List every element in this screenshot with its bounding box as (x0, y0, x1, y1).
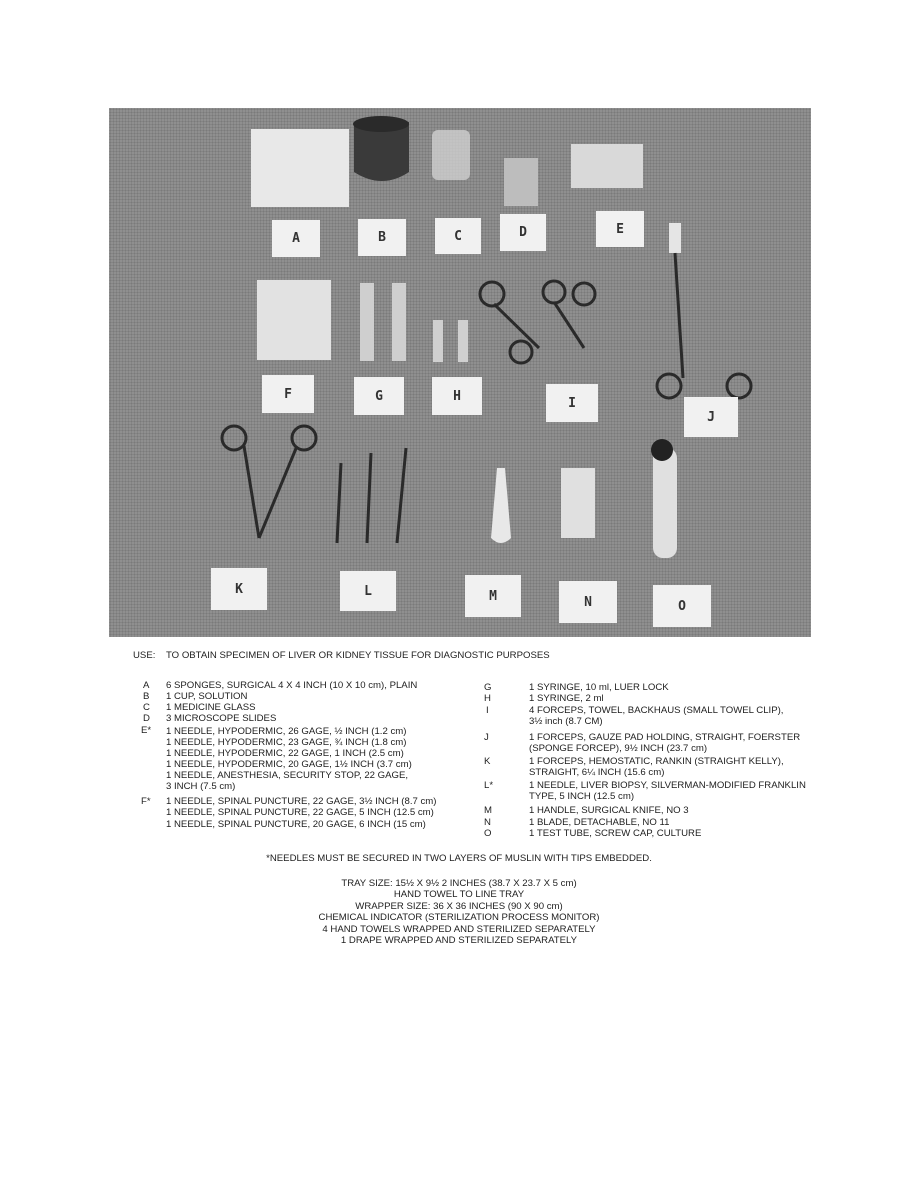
item-desc-k-line2: STRAIGHT, 6¼ INCH (15.6 cm) (529, 767, 665, 778)
photo-label-n: N (559, 581, 617, 623)
item-desc-b: 1 CUP, SOLUTION (166, 691, 248, 702)
tray-note: CHEMICAL INDICATOR (STERILIZATION PROCESS MONITOR) (318, 912, 600, 923)
item-desc-j-line1: 1 FORCEPS, GAUZE PAD HOLDING, STRAIGHT, FOERSTER (529, 732, 801, 743)
photo-label-b: B (358, 219, 406, 256)
test-tube-image (653, 448, 677, 558)
tray-note: TRAY SIZE: 15½ X 9½ 2 INCHES (38.7 X 23.7 X 5 cm) (341, 878, 577, 889)
kelly-forceps-image (222, 426, 316, 538)
item-letter-l: L* (484, 780, 494, 791)
syringe-2ml-image (433, 320, 443, 362)
photo-label-i: I (546, 384, 598, 422)
tray-note: 4 HAND TOWELS WRAPPED AND STERILIZED SEPARATELY (322, 924, 596, 935)
item-letter-k: K (484, 756, 491, 767)
item-letter-c: C (143, 702, 150, 713)
photo-label-h: H (432, 377, 482, 415)
sponge-forcep-image (657, 223, 751, 398)
item-letter-e: E* (141, 725, 152, 736)
sponges-image (251, 129, 349, 207)
item-desc-n: 1 BLADE, DETACHABLE, NO 11 (529, 817, 670, 828)
slides-image (504, 158, 538, 206)
item-letter-f: F* (141, 796, 151, 807)
item-desc-c: 1 MEDICINE GLASS (166, 702, 256, 713)
item-desc-g: 1 SYRINGE, 10 ml, LUER LOCK (529, 682, 669, 693)
item-letter-j: J (484, 732, 489, 743)
item-desc-i-line2: 3½ inch (8.7 CM) (529, 716, 603, 727)
item-desc-o: 1 TEST TUBE, SCREW CAP, CULTURE (529, 828, 702, 839)
photo-label-c: C (435, 218, 481, 254)
item-desc-f-line3: 1 NEEDLE, SPINAL PUNCTURE, 20 GAGE, 6 INCH (15 cm) (166, 819, 426, 830)
item-letter-m: M (484, 805, 492, 816)
blade-image (561, 468, 595, 538)
biopsy-needle-image (337, 448, 406, 543)
item-letter-a: A (143, 680, 150, 691)
photo-label-l: L (340, 571, 396, 611)
item-letter-i: I (486, 705, 489, 716)
item-desc-d: 3 MICROSCOPE SLIDES (166, 713, 277, 724)
item-desc-i-line1: 4 FORCEPS, TOWEL, BACKHAUS (SMALL TOWEL CLIP), (529, 705, 784, 716)
item-desc-a: 6 SPONGES, SURGICAL 4 X 4 INCH (10 X 10 cm), PLAIN (166, 680, 418, 691)
photo-label-f: F (262, 375, 314, 413)
item-desc-j-line2: (SPONGE FORCEP), 9½ INCH (23.7 cm) (529, 743, 708, 754)
item-letter-n: N (484, 817, 491, 828)
tray-note: 1 DRAPE WRAPPED AND STERILIZED SEPARATELY (340, 935, 578, 946)
item-letter-g: G (484, 682, 492, 693)
item-desc-m: 1 HANDLE, SURGICAL KNIFE, NO 3 (529, 805, 689, 816)
item-desc-f-line2: 1 NEEDLE, SPINAL PUNCTURE, 22 GAGE, 5 INCH (12.5 cm) (166, 807, 434, 818)
syringe-10ml-image (360, 283, 374, 361)
hypodermic-needles-image (571, 144, 643, 188)
item-desc-e-line2: 1 NEEDLE, HYPODERMIC, 23 GAGE, ¾ INCH (1.8 cm) (166, 737, 407, 748)
photo-label-j: J (684, 397, 738, 437)
towel-clips-image (480, 281, 595, 363)
instrument-tray-photo (109, 108, 811, 637)
item-letter-o: O (484, 828, 492, 839)
knife-handle-image (491, 468, 511, 543)
photo-label-d: D (500, 214, 546, 251)
item-desc-h: 1 SYRINGE, 2 ml (529, 693, 604, 704)
item-desc-e-line3: 1 NEEDLE, HYPODERMIC, 22 GAGE, 1 INCH (2.5 cm) (166, 748, 404, 759)
tray-note: HAND TOWEL TO LINE TRAY (393, 889, 525, 900)
instruments-drawing (109, 108, 811, 637)
item-desc-l-line1: 1 NEEDLE, LIVER BIOPSY, SILVERMAN-MODIFIED FRANKLIN (529, 780, 806, 791)
item-desc-l-line2: TYPE, 5 INCH (12.5 cm) (529, 791, 635, 802)
item-desc-e-line5: 1 NEEDLE, ANESTHESIA, SECURITY STOP, 22 GAGE, (166, 770, 409, 781)
photo-label-k: K (211, 568, 267, 610)
item-letter-h: H (484, 693, 491, 704)
item-letter-d: D (143, 713, 150, 724)
use-text: TO OBTAIN SPECIMEN OF LIVER OR KIDNEY TISSUE FOR DIAGNOSTIC PURPOSES (166, 650, 550, 661)
photo-label-e: E (596, 211, 644, 247)
spinal-needles-image (257, 280, 331, 360)
item-letter-b: B (143, 691, 150, 702)
item-desc-k-line1: 1 FORCEPS, HEMOSTATIC, RANKIN (STRAIGHT KELLY), (529, 756, 784, 767)
item-desc-e-line4: 1 NEEDLE, HYPODERMIC, 20 GAGE, 1½ INCH (3.7 cm) (166, 759, 412, 770)
medicine-glass-image (432, 130, 470, 180)
photo-label-a: A (272, 220, 320, 257)
photo-label-g: G (354, 377, 404, 415)
item-desc-f-line1: 1 NEEDLE, SPINAL PUNCTURE, 22 GAGE, 3½ INCH (8.7 cm) (166, 796, 437, 807)
photo-label-m: M (465, 575, 521, 617)
use-label: USE: (133, 650, 156, 661)
item-desc-e-line6: 3 INCH (7.5 cm) (166, 781, 236, 792)
tray-note: WRAPPER SIZE: 36 X 36 INCHES (90 X 90 cm) (355, 901, 563, 912)
photo-label-o: O (653, 585, 711, 627)
item-desc-e-line1: 1 NEEDLE, HYPODERMIC, 26 GAGE, ½ INCH (1.2 cm) (166, 726, 407, 737)
needle-footnote: *NEEDLES MUST BE SECURED IN TWO LAYERS OF MUSLIN WITH TIPS EMBEDDED. (266, 853, 652, 864)
